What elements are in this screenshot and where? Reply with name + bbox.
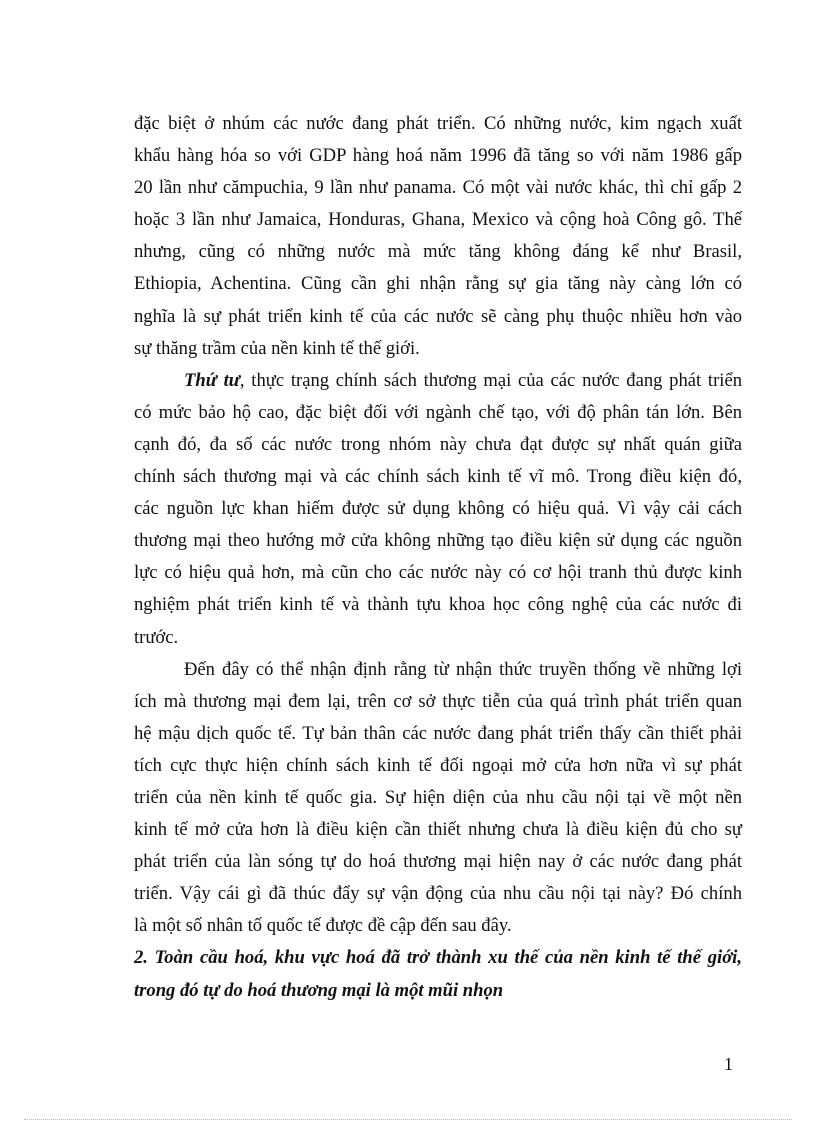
heading-line: 2. Toàn cầu hoá, khu vực hoá đã trở thành xu thế của nền kinh tế thế giới, <box>134 947 742 969</box>
section-heading <box>134 942 742 1006</box>
text-line: tích cực thực hiện chính sách kinh tế đối ngoại mở cửa hơn nữa vì sự phát <box>134 754 742 776</box>
text-run: , thực trạng chính sách thương mại của các nước đang phát triển <box>239 369 743 391</box>
text-line: nghĩa là sự phát triển kinh tế của các nước sẽ càng phụ thuộc nhiều hơn vào <box>134 305 742 327</box>
text-line: Đến đây có thể nhận định rằng từ nhận thức truyền thống về những lợi <box>184 658 742 680</box>
text-line: cạnh đó, đa số các nước trong nhóm này chưa đạt được sự nhất quán giữa <box>134 433 742 455</box>
text-line: chính sách thương mại và các chính sách kinh tế vĩ mô. Trong điều kiện đó, <box>134 466 742 488</box>
text-line: thương mại theo hướng mở cửa không những tạo điều kiện sử dụng các nguồn <box>134 530 742 552</box>
paragraph-lead: Thứ tư <box>184 369 240 391</box>
text-line: khẩu hàng hóa so với GDP hàng hoá năm 1996 đã tăng so với năm 1986 gấp <box>134 145 742 167</box>
paragraph-3 <box>134 654 742 943</box>
text-line: lực có hiệu quả hơn, mà cũn cho các nước này có cơ hội tranh thủ được kinh <box>134 562 742 584</box>
text-line: các nguồn lực khan hiếm được sử dụng không có hiệu quả. Vì vậy cải cách <box>134 498 742 520</box>
text-line: Ethiopia, Achentina. Cũng cần ghi nhận rằng sự gia tăng này càng lớn có <box>134 273 742 295</box>
text-line: triển. Vậy cái gì đã thúc đẩy sự vận động của nhu cầu nội tại này? Đó chính <box>134 883 742 905</box>
text-line: hệ mậu dịch quốc tế. Tự bản thân các nước đang phát triển thấy cần thiết phải <box>134 722 742 744</box>
text-line: là một số nhân tố quốc tế được đề cập đến sau đây. <box>134 915 512 937</box>
text-line <box>134 365 742 397</box>
paragraph-1 <box>134 108 742 365</box>
text-line: nhưng, cũng có những nước mà mức tăng không đáng kể như Brasil, <box>134 241 742 263</box>
text-line: kinh tế mở cửa hơn là điều kiện cần thiết nhưng chưa là điều kiện đủ cho sự <box>134 819 742 841</box>
body-text <box>134 108 742 1007</box>
page-number: 1 <box>724 1054 733 1074</box>
text-line: có mức bảo hộ cao, đặc biệt đối với ngành chế tạo, với độ phân tán lớn. Bên <box>134 401 742 423</box>
paragraph-2 <box>134 365 742 654</box>
text-line: 20 lần như cămpuchia, 9 lần như panama. Có một vài nước khác, thì chỉ gấp 2 <box>134 177 742 199</box>
text-line: đặc biệt ở nhúm các nước đang phát triển. Có những nước, kim ngạch xuất <box>134 113 742 134</box>
text-line: sự thăng trầm của nền kinh tế thế giới. <box>134 337 420 359</box>
text-line: ích mà thương mại đem lại, trên cơ sở thực tiễn của quá trình phát triển quan <box>134 690 742 712</box>
footer-divider <box>24 1119 792 1120</box>
text-line: phát triển của làn sóng tự do hoá thương mại hiện nay ở các nước đang phát <box>134 851 742 873</box>
text-line: hoặc 3 lần như Jamaica, Honduras, Ghana, Mexico và cộng hoà Công gô. Thế <box>134 209 742 231</box>
text-line: trước. <box>134 626 179 648</box>
text-line: nghiệm phát triển kinh tế và thành tựu khoa học công nghệ của các nước đi <box>134 594 742 616</box>
text-line: triển của nền kinh tế quốc gia. Sự hiện diện của nhu cầu nội tại về một nền <box>134 786 742 808</box>
heading-line: trong đó tự do hoá thương mại là một mũi nhọn <box>134 979 504 1001</box>
